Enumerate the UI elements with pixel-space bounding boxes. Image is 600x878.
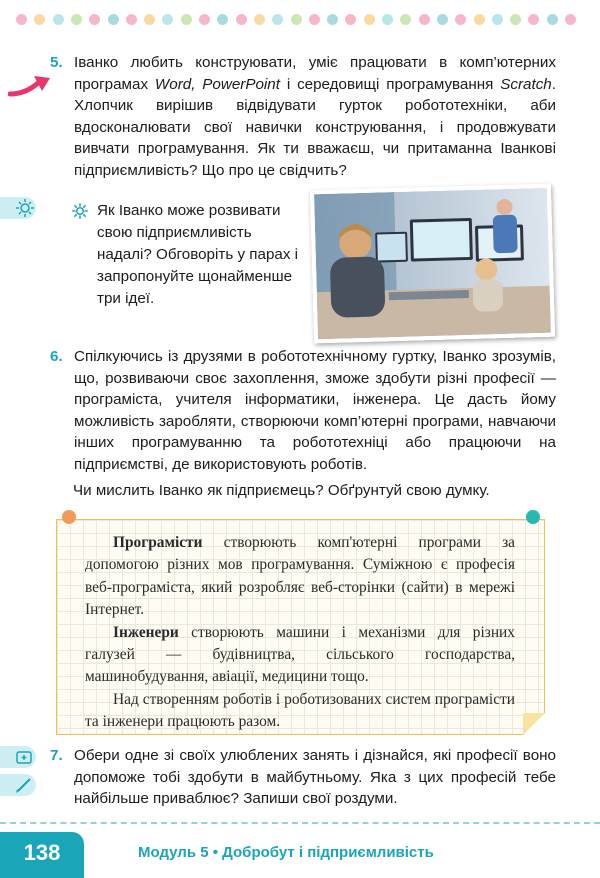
decorative-dot (437, 14, 448, 25)
decorative-dot (364, 14, 375, 25)
task-7 (50, 745, 556, 810)
discussion-text: Як Іванко може розвивати свою підприємливість надалі? Обговоріть у парах і запропонуйте щонайменше три ідеї. (97, 202, 299, 307)
decorative-dot (89, 14, 100, 25)
decorative-dot (327, 14, 338, 25)
page-number: 138 (0, 832, 84, 878)
decorative-dot (126, 14, 137, 25)
task-text: Обери одне зі своїх улюблених занять і дізнайся, які професії воно допоможе тобі здобути в майбутньому. Яка з цих професій тебе найбільше приваблює? Запиши свої роздуми. (74, 747, 556, 807)
decorative-dot (492, 14, 503, 25)
task-number: 6. (50, 348, 63, 365)
task-text: Іванко любить конструювати, уміє працювати в комп’ютерних програмах Word, PowerPoint і середовищі програмування Scratch. Хлопчик вирішив відвідувати гурток робототехніки, аби вдосконалювати свої навички конструювання, і продовжувати вивчати програмування. Як ти вважаєш, чи притаманна Іванкові підприємливість? Що про це свідчить? (74, 54, 556, 179)
side-tab-discussion (0, 197, 36, 219)
decorative-dot (455, 14, 466, 25)
task-number: 7. (50, 747, 63, 764)
decorative-dot (547, 14, 558, 25)
decorative-dot (474, 14, 485, 25)
decorative-dot (217, 14, 228, 25)
first-aid-kit-icon (0, 746, 36, 768)
folded-corner (523, 713, 545, 735)
decorative-dot (181, 14, 192, 25)
decorative-dot (345, 14, 356, 25)
decorative-dot (34, 14, 45, 25)
decorative-dot (291, 14, 302, 25)
sun-small-icon (0, 197, 36, 219)
decorative-dot (53, 14, 64, 25)
decorative-dot (382, 14, 393, 25)
sun-icon (72, 203, 88, 219)
decorative-dot (254, 14, 265, 25)
side-tab-research (0, 746, 36, 768)
decorative-dot (272, 14, 283, 25)
decorative-dot (108, 14, 119, 25)
classroom-photo (310, 184, 555, 344)
pencil-icon (0, 774, 36, 796)
decorative-dot (528, 14, 539, 25)
side-tab-write (0, 774, 36, 796)
decorative-dot (565, 14, 576, 25)
task-5 (50, 52, 556, 181)
pin-icon (62, 510, 76, 524)
info-note (56, 519, 545, 735)
decorative-dot (510, 14, 521, 25)
decorative-dot (309, 14, 320, 25)
decorative-dot (71, 14, 82, 25)
task-number: 5. (50, 54, 63, 71)
decorative-dots (16, 14, 586, 26)
decorative-dot (162, 14, 173, 25)
decorative-dot (400, 14, 411, 25)
task-6 (50, 346, 556, 475)
footer-divider (0, 822, 600, 824)
decorative-dot (419, 14, 430, 25)
note-programmers: Програмісти створюють комп'ютерні програми за допомогою різних мов програмування. Суміжною є професія веб-програміста, який розробляє веб-сторінки (сайти) в мережі Інтернет. (85, 534, 515, 619)
decorative-dot (16, 14, 27, 25)
decorative-dot (199, 14, 210, 25)
pin-icon (526, 510, 540, 524)
note-engineers: Інженери створюють машини і механізми для різних галузей — будівництва, сільського господарства, машинобудування, авіації, медицини тощо. (85, 623, 515, 686)
task-6-question: Чи мислить Іванко як підприємець? Обґрунтуй свою думку. (73, 482, 490, 499)
task-text: Спілкуючись із друзями в робототехнічному гуртку, Іванко зрозумів, що, розвиваючи своє захоплення, зможе здобути різні професії — програміста, учителя інформатики, інженера. Це дасть йому можливість заробляти, створюючи комп’ютерні програми, навчаючи інших програмуванню та робототехніці або працюючи на підприємстві, де використовують роботів. (74, 348, 556, 473)
decorative-dot (144, 14, 155, 25)
decorative-dot (236, 14, 247, 25)
module-title: Модуль 5 • Добробут і підприємливість (138, 844, 434, 861)
pointer-arrow-icon (8, 74, 52, 98)
note-together: Над створенням роботів і роботизованих систем програмісти та інженери працюють разом. (85, 690, 515, 731)
